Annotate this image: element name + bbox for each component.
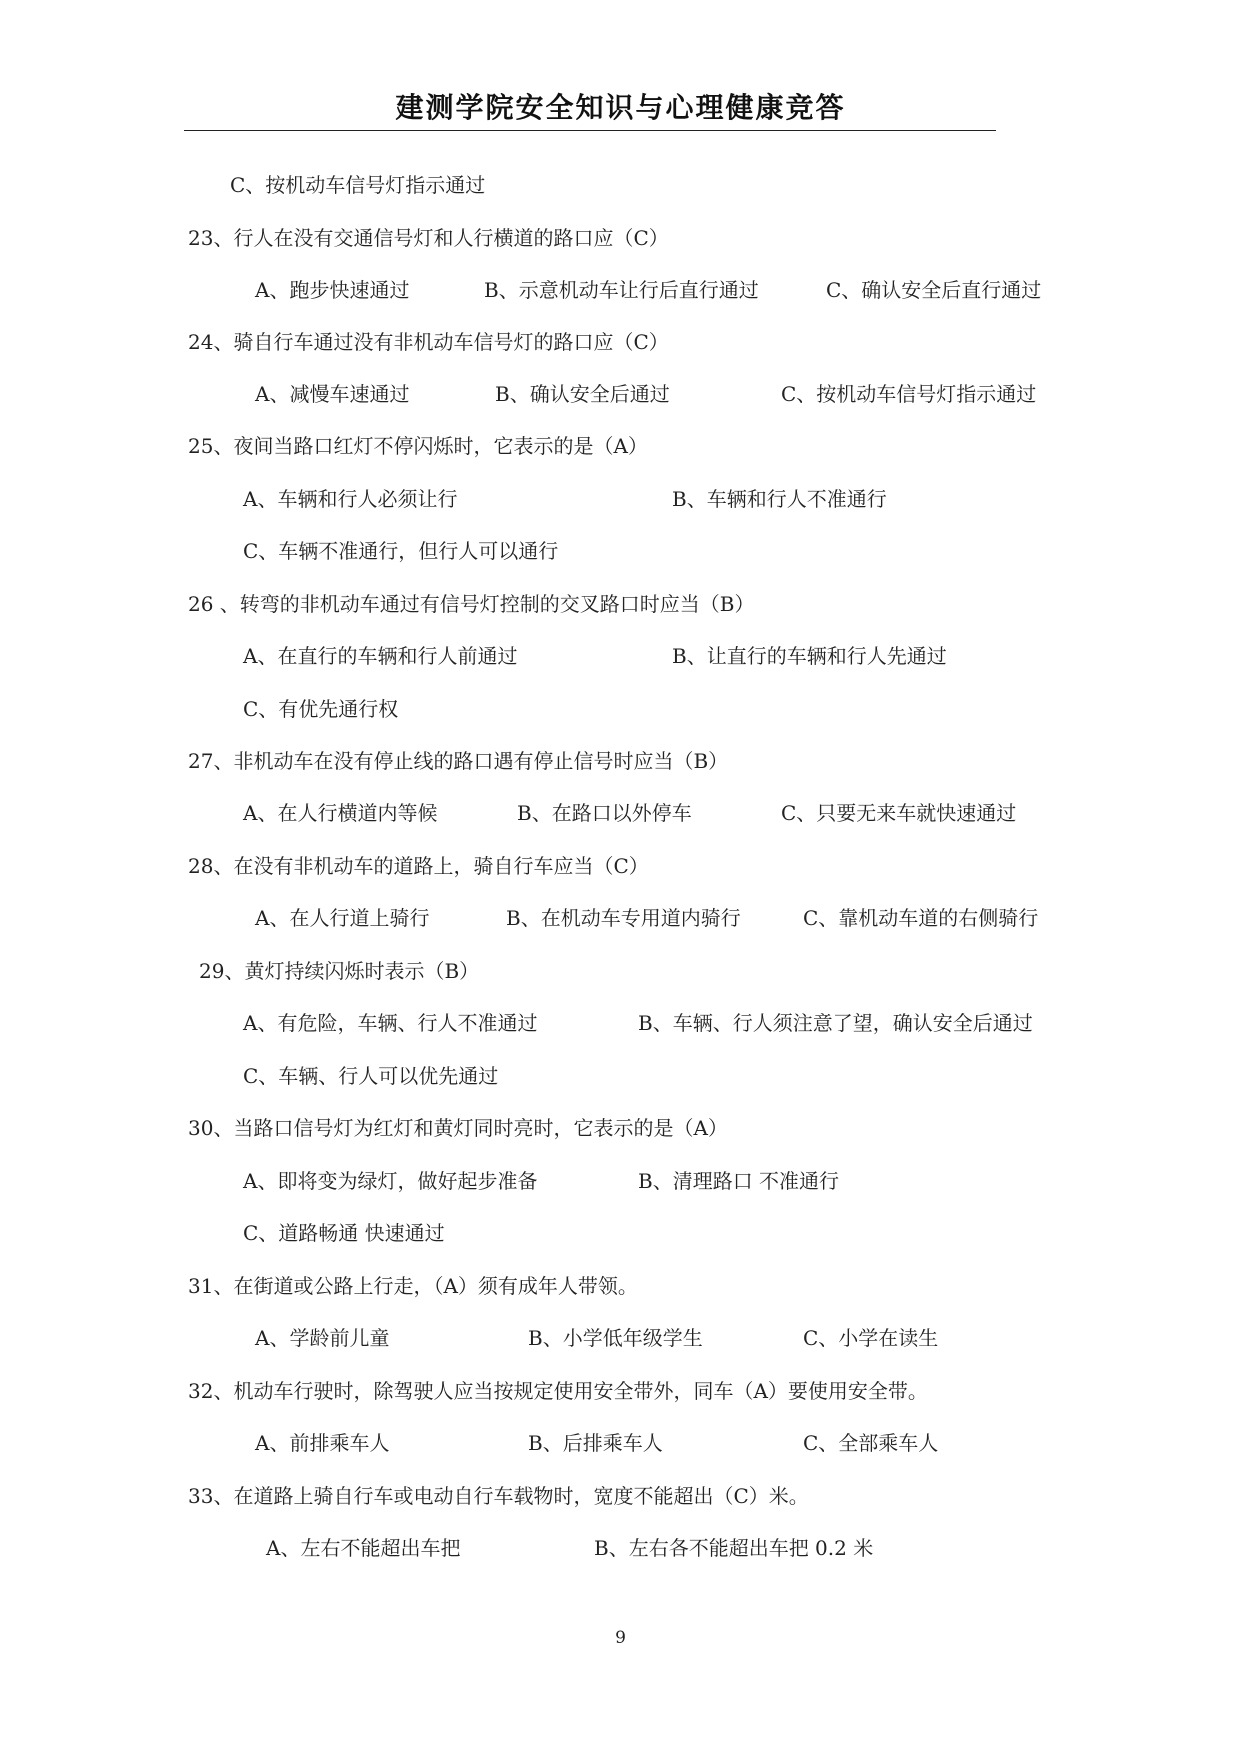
option-a: A、减慢车速通过 [255,382,410,406]
option-c: C、车辆、行人可以优先通过 [243,1064,499,1088]
option-b: B、在机动车专用道内骑行 [506,906,741,930]
question-23: 23、行人在没有交通信号灯和人行横道的路口应（C） [188,226,669,250]
option-a: A、在人行道上骑行 [255,906,430,930]
option-b: B、在路口以外停车 [517,801,692,825]
question-24: 24、骑自行车通过没有非机动车信号灯的路口应（C） [188,330,669,354]
option-a: A、在直行的车辆和行人前通过 [243,644,518,668]
option-c: C、确认安全后直行通过 [826,278,1042,302]
question-25: 25、夜间当路口红灯不停闪烁时，它表示的是（A） [188,434,648,458]
question-30: 30、当路口信号灯为红灯和黄灯同时亮时，它表示的是（A） [188,1116,728,1140]
option-c: C、小学在读生 [803,1326,939,1350]
option-a: A、学龄前儿童 [255,1326,390,1350]
option-b: B、车辆和行人不准通行 [672,487,887,511]
question-26: 26 、转弯的非机动车通过有信号灯控制的交叉路口时应当（B） [188,592,755,616]
page-number: 9 [615,1628,626,1648]
option-c: C、道路畅通 快速通过 [243,1221,445,1245]
page-header-title: 建测学院安全知识与心理健康竞答 [395,91,846,124]
option-a: A、有危险，车辆、行人不准通过 [243,1011,538,1035]
option-b: B、示意机动车让行后直行通过 [484,278,759,302]
text-line: C、按机动车信号灯指示通过 [230,173,486,197]
question-33: 33、在道路上骑自行车或电动自行车载物时，宽度不能超出（C）米。 [188,1484,809,1508]
option-a: A、前排乘车人 [255,1431,390,1455]
option-b: B、让直行的车辆和行人先通过 [672,644,947,668]
question-27: 27、非机动车在没有停止线的路口遇有停止信号时应当（B） [188,749,729,773]
option-c: C、车辆不准通行，但行人可以通行 [243,539,559,563]
option-a: A、跑步快速通过 [255,278,410,302]
option-a: A、车辆和行人必须让行 [243,487,458,511]
option-a: A、在人行横道内等候 [243,801,438,825]
question-29: 29、黄灯持续闪烁时表示（B） [199,959,480,983]
option-a: A、即将变为绿灯，做好起步准备 [243,1169,538,1193]
option-c: C、按机动车信号灯指示通过 [781,382,1037,406]
option-b: B、后排乘车人 [528,1431,663,1455]
option-c: C、全部乘车人 [803,1431,939,1455]
option-a: A、左右不能超出车把 [266,1536,461,1560]
option-b: B、小学低年级学生 [528,1326,703,1350]
option-c: C、只要无来车就快速通过 [781,801,1017,825]
option-b: B、车辆、行人须注意了望，确认安全后通过 [638,1011,1033,1035]
option-c: C、靠机动车道的右侧骑行 [803,906,1039,930]
question-28: 28、在没有非机动车的道路上，骑自行车应当（C） [188,854,649,878]
option-b: B、确认安全后通过 [495,382,670,406]
question-31: 31、在街道或公路上行走，（A）须有成年人带领。 [188,1274,638,1298]
question-32: 32、机动车行驶时，除驾驶人应当按规定使用安全带外，同车（A）要使用安全带。 [188,1379,928,1403]
option-b: B、清理路口 不准通行 [638,1169,840,1193]
header-divider [184,130,996,131]
option-c: C、有优先通行权 [243,697,399,721]
option-b: B、左右各不能超出车把 0.2 米 [594,1536,874,1560]
